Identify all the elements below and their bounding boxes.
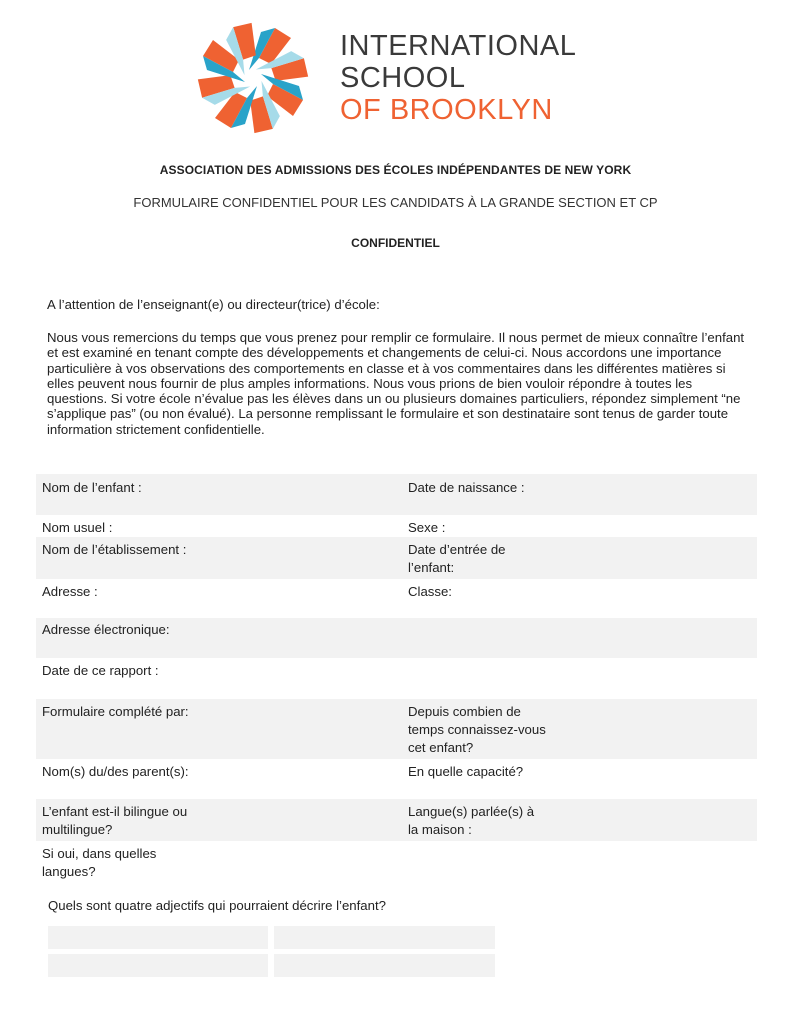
entry-date-label bbox=[408, 541, 568, 577]
form-row-school[interactable] bbox=[36, 537, 757, 579]
adjective-field-1[interactable] bbox=[48, 926, 268, 949]
which-languages-label bbox=[42, 845, 242, 881]
home-language-label-line-1: Langue(s) parlée(s) à bbox=[408, 804, 535, 819]
known-since-label-line-2: temps connaissez-vous bbox=[408, 722, 546, 737]
school-name bbox=[340, 30, 576, 126]
adjectives-question: Quels sont quatre adjectifs qui pourraient décrire l’enfant? bbox=[48, 898, 386, 913]
bilingual-label-line-1: L’enfant est-il bilingue ou bbox=[42, 804, 188, 819]
entry-date-label-line-2: l’enfant: bbox=[408, 560, 455, 575]
which-languages-label-line-1: Si oui, dans quelles bbox=[42, 846, 157, 861]
home-language-label bbox=[408, 803, 568, 839]
adjective-field-3[interactable] bbox=[48, 954, 268, 977]
completed-by-label: Formulaire complété par: bbox=[42, 704, 189, 719]
school-name-line-1: INTERNATIONAL bbox=[340, 30, 577, 62]
document-title: ASSOCIATION DES ADMISSIONS DES ÉCOLES INDÉPENDANTES DE NEW YORK bbox=[159, 163, 632, 177]
bilingual-label bbox=[42, 803, 242, 839]
attention-line: A l’attention de l’enseignant(e) ou directeur(trice) d’école: bbox=[47, 297, 380, 312]
bilingual-label-line-2: multilingue? bbox=[42, 822, 113, 837]
entry-date-label-line-1: Date d’entrée de bbox=[408, 542, 506, 557]
form-row-which-languages[interactable] bbox=[36, 841, 757, 885]
usual-name-label: Nom usuel : bbox=[42, 520, 113, 535]
form-row-report-date[interactable] bbox=[36, 658, 757, 699]
document-subtitle: FORMULAIRE CONFIDENTIEL POUR LES CANDIDATS À LA GRANDE SECTION ET CP bbox=[133, 195, 658, 210]
report-date-label: Date de ce rapport : bbox=[42, 663, 159, 678]
email-label: Adresse électronique: bbox=[42, 622, 170, 637]
class-label: Classe: bbox=[408, 584, 452, 599]
which-languages-label-line-2: langues? bbox=[42, 864, 96, 879]
child-name-label: Nom de l’enfant : bbox=[42, 480, 142, 495]
form-row-usual-name[interactable] bbox=[36, 515, 757, 537]
known-since-label-line-3: cet enfant? bbox=[408, 740, 474, 755]
school-name-label: Nom de l’établissement : bbox=[42, 542, 187, 557]
form-row-parents[interactable] bbox=[36, 759, 757, 799]
school-name-line-3: OF BROOKLYN bbox=[340, 94, 553, 126]
sex-label: Sexe : bbox=[408, 520, 446, 535]
address-label: Adresse : bbox=[42, 584, 98, 599]
intro-paragraph: Nous vous remercions du temps que vous prenez pour remplir ce formulaire. Il nous permet de mieux connaître l’enfant et est examiné en tenant compte des développements et changements de celui-ci. Nous accordons une importance particulière à vos observations des comportements en classe et à vos commentaires dans les différentes matières si elles peuvent nous fournir de plus amples informations. Nous vous prions de bien vouloir répondre à toutes les questions. Si votre école n’évalue pas les élèves dans un ou plusieurs domaines particuliers, répondez simplement “ne s’applique pas” (ou non évalué). La personne remplissant le formulaire et son destinataire sont tenus de garder toute information strictement confidentielle. bbox=[47, 330, 745, 437]
parents-label: Nom(s) du/des parent(s): bbox=[42, 764, 189, 779]
form-row-child-name[interactable] bbox=[36, 474, 757, 515]
form-row-address[interactable] bbox=[36, 579, 757, 618]
form-row-bilingual[interactable] bbox=[36, 799, 757, 841]
form-row-completed-by[interactable] bbox=[36, 699, 757, 759]
birth-date-label: Date de naissance : bbox=[408, 480, 525, 495]
known-since-label bbox=[408, 703, 568, 757]
home-language-label-line-2: la maison : bbox=[408, 822, 472, 837]
known-since-label-line-1: Depuis combien de bbox=[408, 704, 521, 719]
form-row-email[interactable] bbox=[36, 618, 757, 658]
school-name-line-2: SCHOOL bbox=[340, 62, 466, 94]
adjective-field-2[interactable] bbox=[274, 926, 495, 949]
school-logo-icon bbox=[193, 22, 313, 134]
capacity-label: En quelle capacité? bbox=[408, 764, 524, 779]
confidential-label: CONFIDENTIEL bbox=[351, 236, 440, 250]
adjective-field-4[interactable] bbox=[274, 954, 495, 977]
